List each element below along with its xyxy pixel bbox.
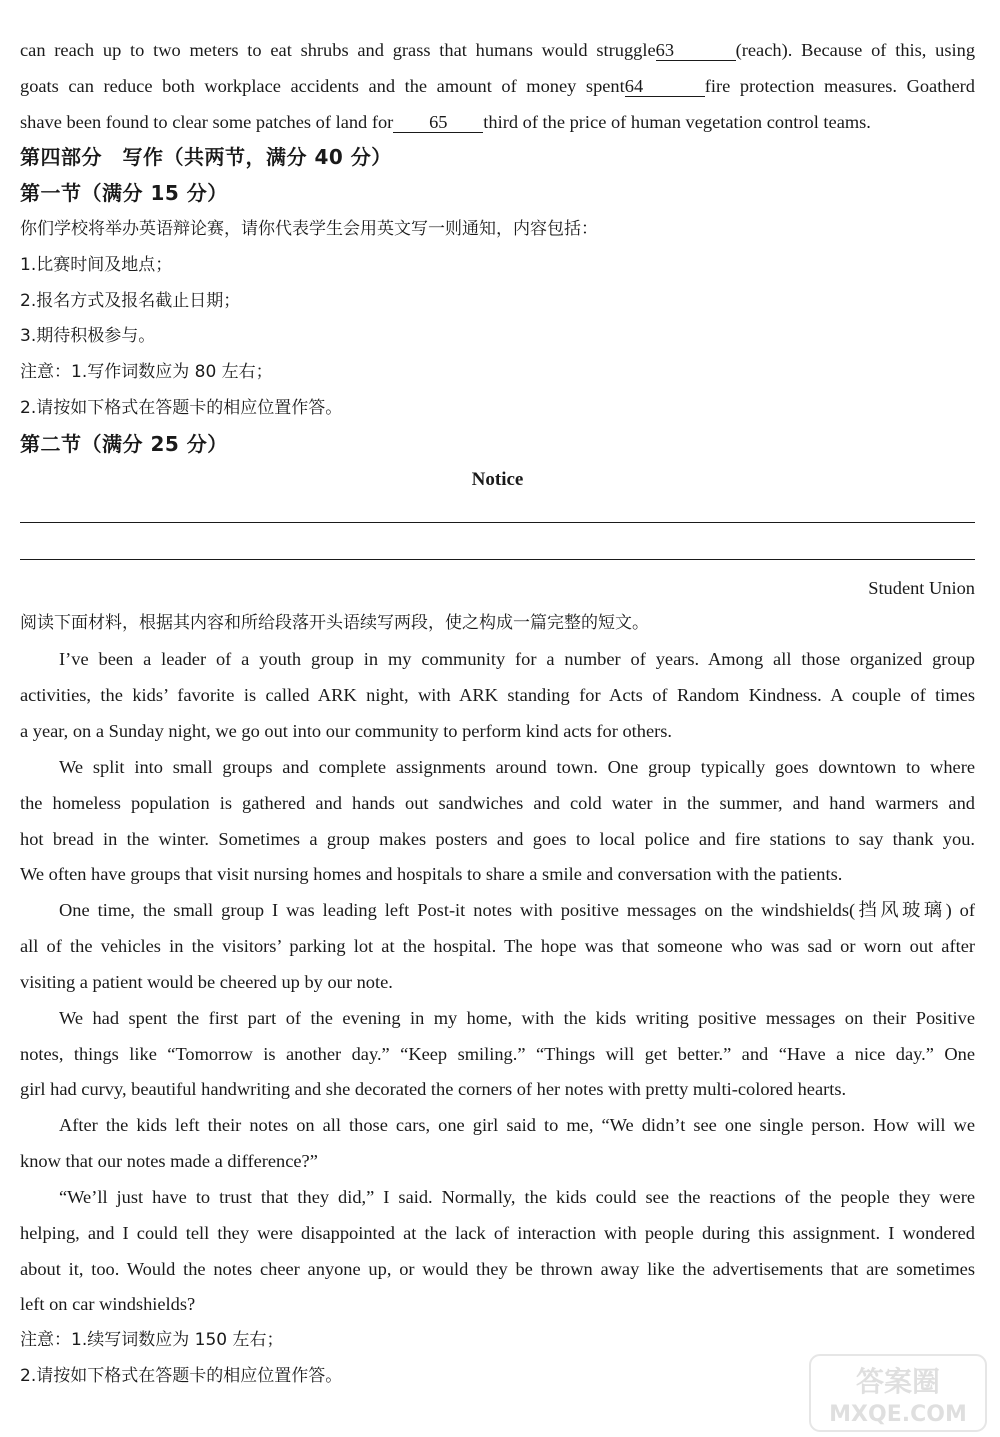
requirement-item-2: 2.报名方式及报名截止日期；: [20, 291, 241, 311]
cloze-line-2: [20, 68, 975, 104]
passage-line: One time, the small group I was leading left Post-it notes with positive messages on the windshields(挡风玻璃) of: [59, 900, 975, 920]
passage-line: notes, things like “Tomorrow is another day.” “Keep smiling.” “Things will get better.” and “Have a nice day.” One: [20, 1044, 975, 1064]
cloze-text: shave been found to clear some patches of land for: [20, 112, 394, 132]
passage-line: I’ve been a leader of a youth group in my community for a number of years. Among all those organized group: [59, 649, 975, 669]
passage-line: the homeless population is gathered and hands out sandwiches and cold water in the summer, and hand warmers and: [20, 793, 975, 813]
cloze-line-1: [20, 32, 975, 68]
requirement-item-3: 3.期待积极参与。: [20, 326, 156, 346]
notice-signature: Student Union: [868, 578, 975, 598]
passage-line: girl had curvy, beautiful handwriting and she decorated the corners of her notes with pretty multi-colored hearts.: [20, 1079, 847, 1099]
answer-line: [20, 559, 975, 560]
continuation-note-1: 注意：1.续写词数应为 150 左右；: [20, 1330, 284, 1350]
watermark-logo: [808, 1353, 988, 1433]
passage-line: visiting a patient would be cheered up by our note.: [20, 972, 393, 992]
passage-line: “We’ll just have to trust that they did,” I said. Normally, the kids could see the reactions of the people they were: [59, 1187, 975, 1207]
blank-65: 65: [393, 112, 483, 133]
passage-line: After the kids left their notes on all those cars, one girl said to me, “We didn’t see one single person. How will we: [59, 1115, 975, 1135]
section1-intro: 你们学校将举办英语辩论赛，请你代表学生会用英文写一则通知，内容包括：: [20, 219, 598, 239]
requirement-item-1: 1.比赛时间及地点；: [20, 255, 173, 275]
passage-line: We split into small groups and complete assignments around town. One group typically goes downtown to where: [59, 757, 975, 777]
cloze-text: goats can reduce both workplace accidents and the amount of money spent: [20, 76, 625, 96]
passage-line: left on car windshields?: [20, 1294, 196, 1314]
part4-title: 第四部分 写作（共两节，满分 40 分）: [20, 145, 392, 169]
passage-line: helping, and I could tell they were disappointed at the lack of interaction with people during this assignment. I wondered: [20, 1223, 975, 1243]
cloze-line-3: [20, 104, 871, 140]
continuation-instruction: 阅读下面材料，根据其内容和所给段落开头语续写两段，使之构成一篇完整的短文。: [20, 613, 649, 633]
cloze-text: (reach). Because of this, using: [735, 40, 976, 60]
passage-line: a year, on a Sunday night, we go out into our community to perform kind acts for others.: [20, 721, 672, 741]
section1-title: 第一节（满分 15 分）: [20, 181, 228, 205]
passage-line: hot bread in the winter. Sometimes a group makes posters and goes to local police and fire stations to say thank you.: [20, 829, 975, 849]
passage-line: about it, too. Would the notes cheer anyone up, or would they be thrown away like the advertisements that are sometimes: [20, 1259, 975, 1279]
answer-line: [20, 522, 975, 523]
blank-64: 64: [625, 76, 705, 97]
cloze-text: third of the price of human vegetation control teams.: [483, 112, 871, 132]
section1-note-2: 2.请按如下格式在答题卡的相应位置作答。: [20, 398, 343, 418]
cloze-text: can reach up to two meters to eat shrubs and grass that humans would struggle: [20, 40, 656, 60]
notice-title: Notice: [471, 469, 524, 490]
watermark-top: 答案圈: [855, 1365, 941, 1398]
passage-line: activities, the kids’ favorite is called ARK night, with ARK standing for Acts of Random Kindness. A couple of times: [20, 685, 975, 705]
section1-note-1: 注意：1.写作词数应为 80 左右；: [20, 362, 273, 382]
passage-line: all of the vehicles in the visitors’ parking lot at the hospital. The hope was that someone who was sad or worn out after: [20, 936, 975, 956]
watermark-bottom: MXQE.COM: [829, 1402, 967, 1427]
section2-title: 第二节（满分 25 分）: [20, 432, 228, 456]
blank-63: 63: [656, 40, 736, 61]
passage-line: We often have groups that visit nursing homes and hospitals to share a smile and conversation with the patients.: [20, 864, 843, 884]
continuation-note-2: 2.请按如下格式在答题卡的相应位置作答。: [20, 1366, 343, 1386]
cloze-text: fire protection measures. Goatherd: [704, 76, 976, 96]
passage-line: We had spent the first part of the evening in my home, with the kids writing positive messages on their Positive: [59, 1008, 975, 1028]
passage-line: know that our notes made a difference?”: [20, 1151, 318, 1171]
